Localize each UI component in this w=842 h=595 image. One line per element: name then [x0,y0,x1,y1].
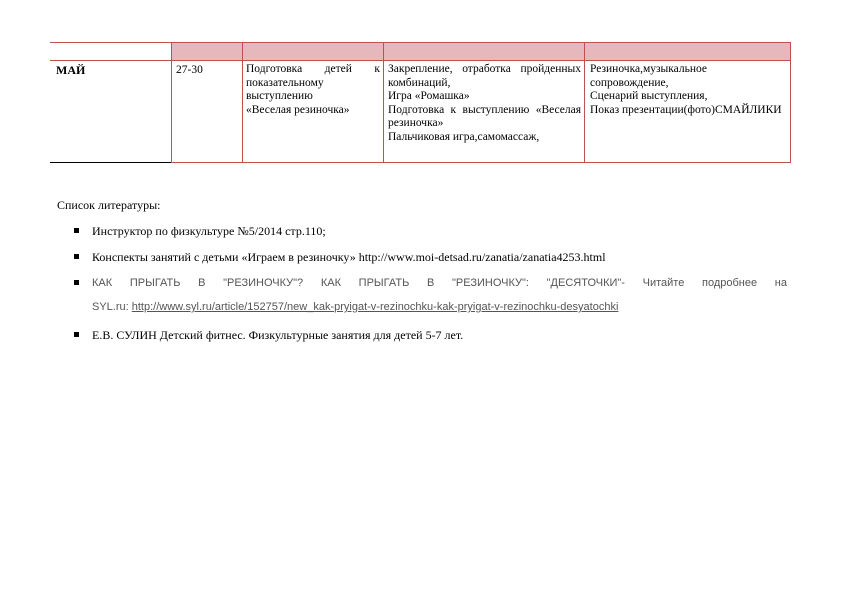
tasks-line: Подготовка к выступлению «Веселая резиночка» [388,103,581,129]
dates-cell: 27-30 [176,64,203,76]
activity-line: «Веселая резиночка» [246,103,350,116]
article-link[interactable]: http://www.syl.ru/article/152757/new_kak-pryigat-v-rezinochku-kak-pryigat-v-rezinochku-desyatochki [131,301,619,313]
row-bottom-border [172,162,791,163]
bullet-icon [74,228,79,233]
header-cell [172,42,243,60]
materials-cell [590,63,788,117]
schedule-table [50,42,791,163]
tasks-cell [388,63,581,144]
col-divider [171,42,172,163]
literature-item-text: КАК ПРЫГАТЬ В "РЕЗИНОЧКУ"? КАК ПРЫГАТЬ В "РЕЗИНОЧКУ": "ДЕСЯТОЧКИ"- Читайте подробнее на [92,277,787,289]
header-cell [243,42,384,60]
col-divider [790,42,791,163]
source-prefix: SYL.ru: [92,301,132,313]
bullet-icon [74,332,79,337]
bullet-icon [74,254,79,259]
col-divider [242,42,243,163]
row-bottom-border [50,162,172,163]
row-divider [50,60,791,61]
literature-title: Список литературы: [57,198,161,212]
materials-line: Сценарий выступления, [590,90,708,102]
header-cell [384,42,585,60]
literature-item-text: Конспекты занятий с детьми «Играем в резиночку» http://www.moi-detsad.ru/zanatia/zanatia4253.html [92,250,606,264]
materials-line: Резиночка,музыкальное сопровождение, [590,63,708,89]
tasks-line: Пальчиковая игра,самомассаж, [388,130,540,143]
header-cell [585,42,791,60]
tasks-line: Игра «Ромашка» [388,90,470,102]
literature-item-text: Е.В. СУЛИН Детский фитнес. Физкультурные занятия для детей 5-7 лет. [92,328,464,342]
materials-line: Показ презентации(фото)СМАЙЛИКИ [590,103,782,116]
literature-item-continuation [92,298,787,316]
literature-item-text: Инструктор по физкультуре №5/2014 стр.110; [92,224,326,238]
month-cell: МАЙ [56,63,86,77]
col-divider [584,42,585,163]
activity-cell [246,63,380,117]
col-divider [383,42,384,163]
activity-line: Подготовка детей к показательному выступлению [246,63,380,102]
table-top-border [50,42,791,43]
tasks-line: Закрепление, отработка пройденных комбинаций, [388,63,581,89]
bullet-icon [74,280,79,285]
